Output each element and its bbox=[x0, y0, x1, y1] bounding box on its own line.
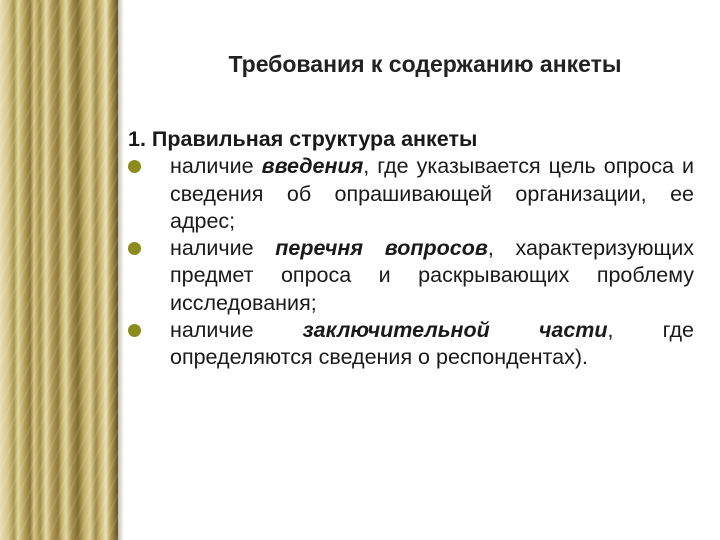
bullet-emphasis-text: перечня вопросов bbox=[275, 236, 488, 261]
bullet-lead-text: наличие bbox=[170, 318, 303, 343]
bullet-item-intro bbox=[128, 153, 694, 235]
bullet-dot-icon bbox=[128, 324, 141, 337]
bullet-dot-icon bbox=[128, 160, 141, 173]
bullet-emphasis-text: введения bbox=[261, 154, 364, 179]
bullet-lead-text: наличие bbox=[170, 154, 262, 179]
bullet-emphasis-text: заключительной части bbox=[302, 318, 608, 343]
slide-title: Требования к содержанию анкеты bbox=[228, 51, 622, 77]
decorative-gold-border bbox=[0, 0, 118, 540]
section-heading: 1. Правильная структура анкеты bbox=[128, 127, 478, 151]
bullet-rest-text: , где указывается цель опроса и сведения об опрашивающей организации, ее адрес; bbox=[170, 154, 694, 233]
bullet-rest-text: , характеризующих предмет опроса и раскрывающих проблему исследования; bbox=[170, 236, 694, 315]
bullet-item-conclusion bbox=[128, 317, 694, 372]
bullet-rest-text: , где определяются сведения о респондентах). bbox=[170, 318, 694, 370]
slide-content bbox=[128, 126, 694, 372]
bullet-lead-text: наличие bbox=[170, 236, 276, 261]
bullet-item-questions bbox=[128, 235, 694, 317]
bullet-dot-icon bbox=[128, 242, 141, 255]
